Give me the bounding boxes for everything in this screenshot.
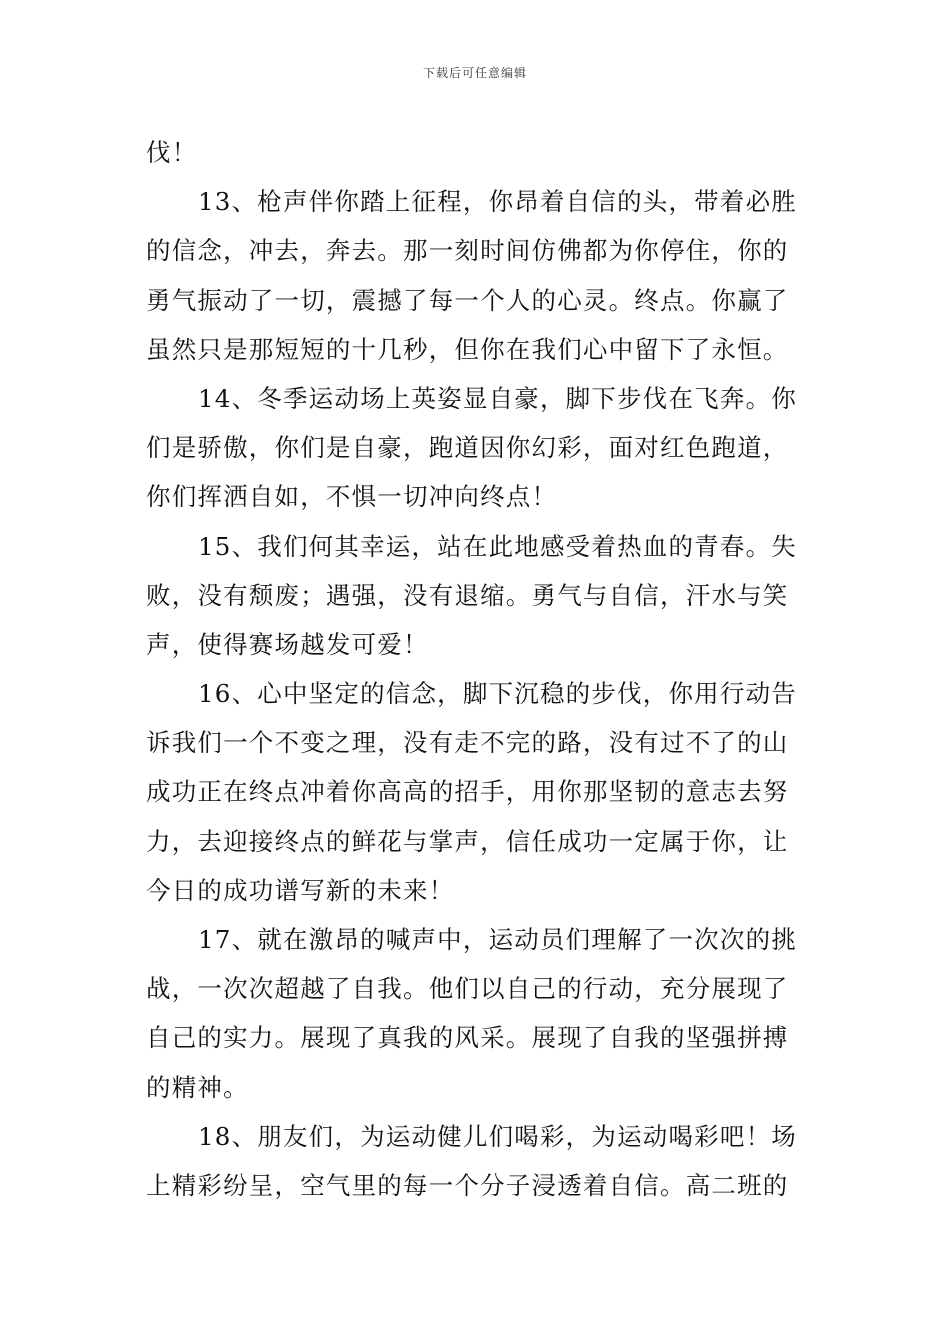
text-line: 16、心中坚定的信念，脚下沉稳的步伐，你用行动告: [198, 679, 797, 709]
text-line: 13、枪声伴你踏上征程，你昂着自信的头，带着必胜: [198, 187, 797, 217]
text-line: 自己的实力。展现了真我的风采。展现了自我的坚强拼搏: [146, 1023, 789, 1053]
text-line: 你们挥洒自如，不惧一切冲向终点！: [146, 482, 558, 512]
text-line: 的信念，冲去，奔去。那一刻时间仿佛都为你停住，你的: [146, 236, 789, 266]
text-line: 今日的成功谱写新的未来！: [146, 875, 455, 905]
text-line: 15、我们何其幸运，站在此地感受着热血的青春。失: [198, 531, 797, 561]
text-line: 14、冬季运动场上英姿显自豪，脚下步伐在飞奔。你: [198, 383, 797, 413]
text-line: 败，没有颓废；遇强，没有退缩。勇气与自信，汗水与笑: [146, 580, 789, 610]
text-line: 声，使得赛场越发可爱！: [146, 629, 429, 659]
text-line: 的精神。: [146, 1072, 249, 1102]
text-line: 成功正在终点冲着你高高的招手，用你那坚韧的意志去努: [146, 777, 789, 807]
text-line: 18、朋友们，为运动健儿们喝彩，为运动喝彩吧！场: [198, 1121, 797, 1151]
text-line: 虽然只是那短短的十几秒，但你在我们心中留下了永恒。: [146, 334, 789, 364]
text-line: 们是骄傲，你们是自豪，跑道因你幻彩，面对红色跑道，: [146, 433, 789, 463]
text-line: 战，一次次超越了自我。他们以自己的行动，充分展现了: [146, 974, 789, 1004]
text-line: 勇气振动了一切，震撼了每一个人的心灵。终点。你赢了: [146, 285, 789, 315]
text-line: 力，去迎接终点的鲜花与掌声，信任成功一定属于你，让: [146, 826, 789, 856]
document-body: [146, 128, 808, 1210]
page-header: 下载后可任意编辑: [422, 66, 527, 80]
text-line: 诉我们一个不变之理，没有走不完的路，没有过不了的山: [146, 728, 789, 758]
text-line: 上精彩纷呈，空气里的每一个分子浸透着自信。高二班的: [146, 1170, 789, 1200]
text-line: 伐！: [146, 138, 198, 167]
text-line: 17、就在激昂的喊声中，运动员们理解了一次次的挑: [198, 925, 797, 954]
